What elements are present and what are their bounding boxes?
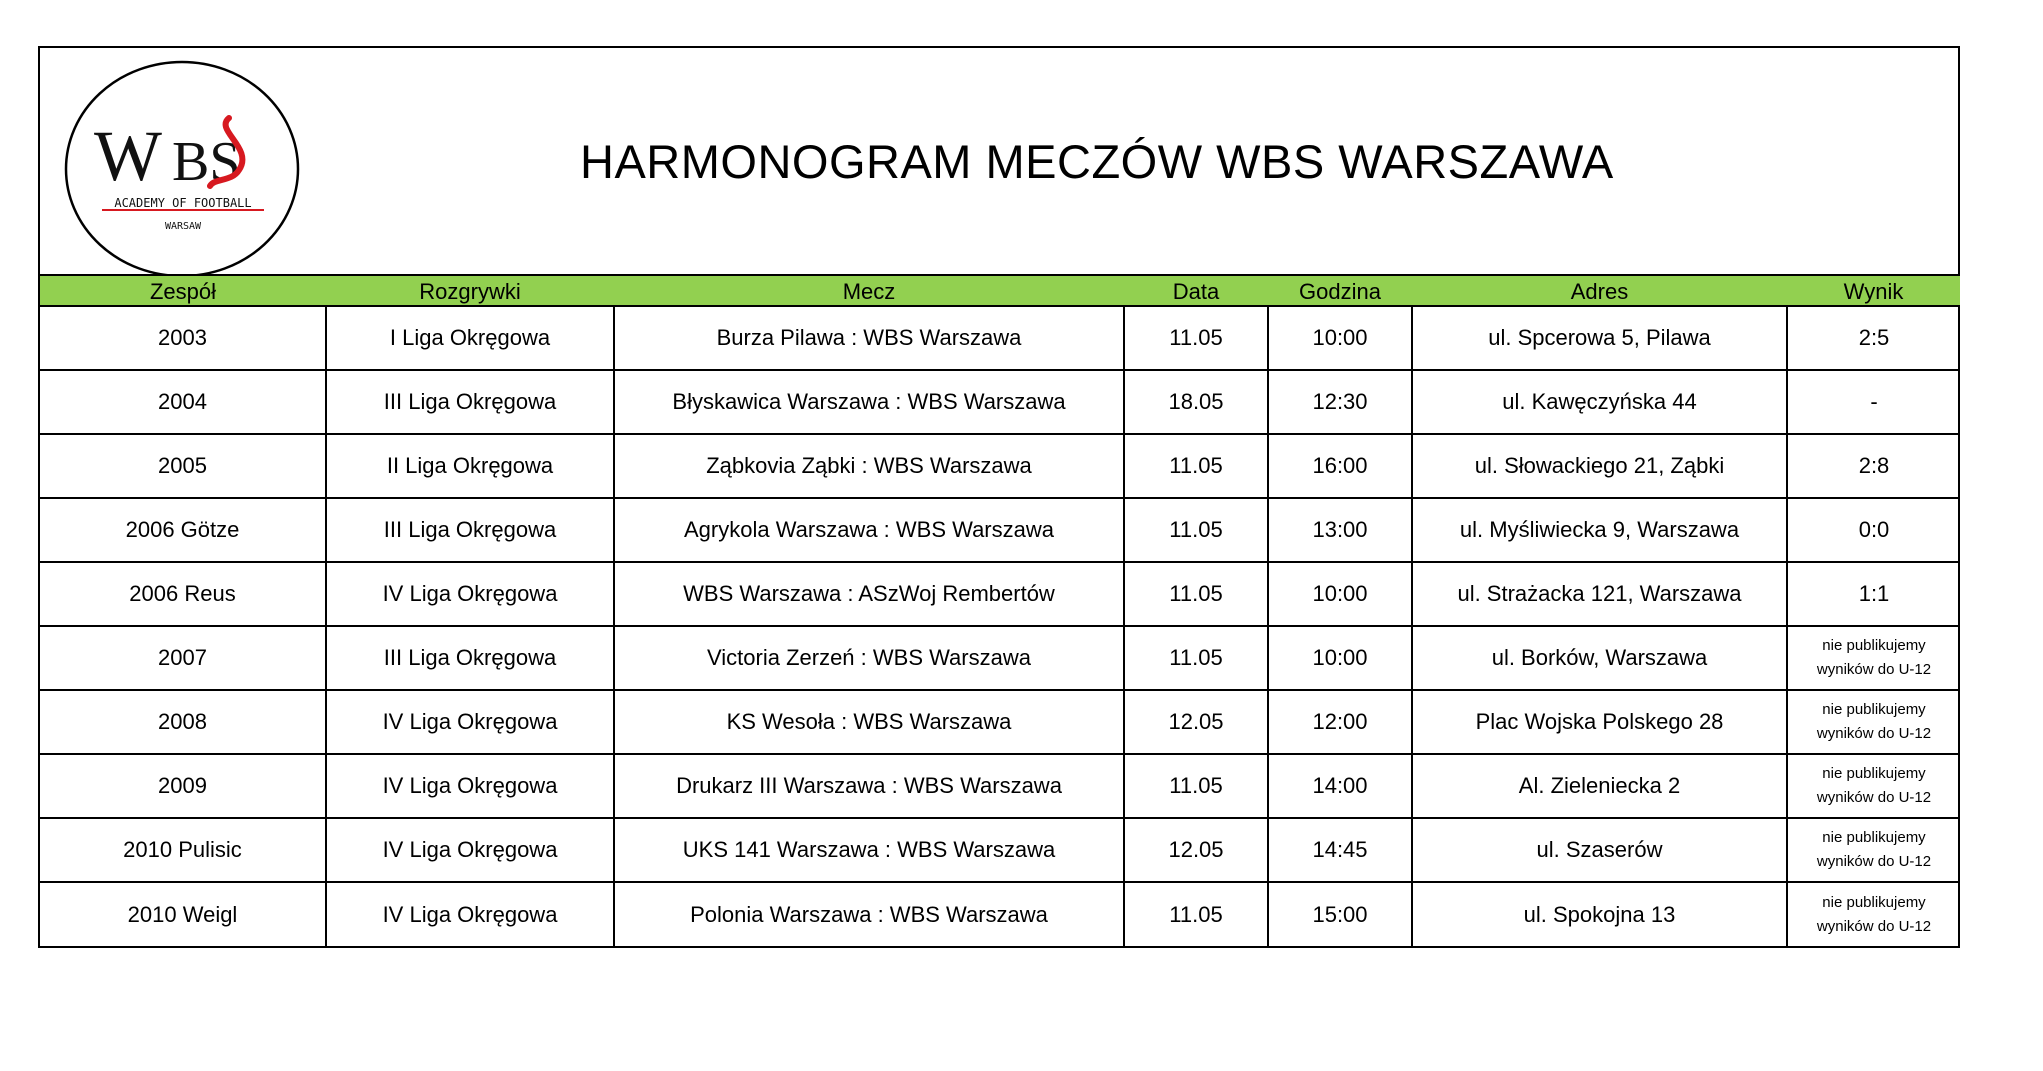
cell-address: ul. Szaserów (1412, 818, 1787, 882)
cell-result: - (1787, 370, 1960, 434)
column-header-match: Mecz (614, 275, 1124, 306)
cell-match: Victoria Zerzeń : WBS Warszawa (614, 626, 1124, 690)
cell-match: Ząbkovia Ząbki : WBS Warszawa (614, 434, 1124, 498)
cell-time: 12:30 (1268, 370, 1412, 434)
table-row (40, 818, 1960, 882)
cell-match: KS Wesoła : WBS Warszawa (614, 690, 1124, 754)
cell-result: nie publikujemy wyników do U-12 (1787, 626, 1960, 690)
cell-time: 14:45 (1268, 818, 1412, 882)
sheet-header (40, 48, 1958, 274)
cell-team: 2004 (40, 370, 326, 434)
cell-result: 2:5 (1787, 306, 1960, 370)
cell-match: Burza Pilawa : WBS Warszawa (614, 306, 1124, 370)
cell-date: 11.05 (1124, 626, 1268, 690)
column-header-result: Wynik (1787, 275, 1960, 306)
cell-date: 12.05 (1124, 818, 1268, 882)
cell-result: nie publikujemy wyników do U-12 (1787, 818, 1960, 882)
cell-match: Polonia Warszawa : WBS Warszawa (614, 882, 1124, 946)
schedule-table (40, 274, 1960, 946)
logo-academy-text: ACADEMY OF FOOTBALL (114, 196, 252, 210)
cell-team: 2010 Weigl (40, 882, 326, 946)
wbs-logo (64, 60, 300, 278)
page-title: HARMONOGRAM MECZÓW WBS WARSZAWA (580, 135, 1614, 188)
logo-bs-letters: BS (172, 131, 241, 193)
table-row (40, 370, 1960, 434)
cell-address: Plac Wojska Polskego 28 (1412, 690, 1787, 754)
table-row (40, 882, 1960, 946)
cell-league: IV Liga Okręgowa (326, 818, 614, 882)
cell-time: 10:00 (1268, 626, 1412, 690)
cell-match: Drukarz III Warszawa : WBS Warszawa (614, 754, 1124, 818)
cell-time: 12:00 (1268, 690, 1412, 754)
cell-league: IV Liga Okręgowa (326, 754, 614, 818)
column-header-time: Godzina (1268, 275, 1412, 306)
column-header-date: Data (1124, 275, 1268, 306)
cell-address: ul. Spokojna 13 (1412, 882, 1787, 946)
cell-team: 2010 Pulisic (40, 818, 326, 882)
cell-address: ul. Kawęczyńska 44 (1412, 370, 1787, 434)
cell-result: nie publikujemy wyników do U-12 (1787, 690, 1960, 754)
cell-result: 1:1 (1787, 562, 1960, 626)
cell-date: 11.05 (1124, 498, 1268, 562)
table-row (40, 690, 1960, 754)
cell-match: WBS Warszawa : ASzWoj Rembertów (614, 562, 1124, 626)
cell-match: Agrykola Warszawa : WBS Warszawa (614, 498, 1124, 562)
table-row (40, 306, 1960, 370)
cell-league: I Liga Okręgowa (326, 306, 614, 370)
cell-team: 2008 (40, 690, 326, 754)
cell-address: ul. Spcerowa 5, Pilawa (1412, 306, 1787, 370)
cell-match: UKS 141 Warszawa : WBS Warszawa (614, 818, 1124, 882)
cell-league: II Liga Okręgowa (326, 434, 614, 498)
cell-league: III Liga Okręgowa (326, 370, 614, 434)
cell-team: 2006 Reus (40, 562, 326, 626)
cell-date: 11.05 (1124, 882, 1268, 946)
column-header-address: Adres (1412, 275, 1787, 306)
cell-league: IV Liga Okręgowa (326, 690, 614, 754)
cell-address: ul. Borków, Warszawa (1412, 626, 1787, 690)
schedule-sheet (38, 46, 1960, 948)
logo-w-letter: W (94, 116, 162, 196)
cell-time: 14:00 (1268, 754, 1412, 818)
table-row (40, 626, 1960, 690)
cell-date: 18.05 (1124, 370, 1268, 434)
cell-time: 15:00 (1268, 882, 1412, 946)
cell-result: nie publikujemy wyników do U-12 (1787, 754, 1960, 818)
cell-league: III Liga Okręgowa (326, 498, 614, 562)
table-row (40, 434, 1960, 498)
table-row (40, 498, 1960, 562)
cell-match: Błyskawica Warszawa : WBS Warszawa (614, 370, 1124, 434)
schedule-body (40, 306, 1960, 946)
cell-date: 11.05 (1124, 434, 1268, 498)
cell-date: 11.05 (1124, 754, 1268, 818)
cell-league: IV Liga Okręgowa (326, 882, 614, 946)
cell-address: ul. Słowackiego 21, Ząbki (1412, 434, 1787, 498)
cell-team: 2003 (40, 306, 326, 370)
cell-team: 2009 (40, 754, 326, 818)
cell-result: nie publikujemy wyników do U-12 (1787, 882, 1960, 946)
cell-league: III Liga Okręgowa (326, 626, 614, 690)
cell-result: 2:8 (1787, 434, 1960, 498)
cell-address: ul. Myśliwiecka 9, Warszawa (1412, 498, 1787, 562)
cell-league: IV Liga Okręgowa (326, 562, 614, 626)
cell-team: 2005 (40, 434, 326, 498)
cell-date: 11.05 (1124, 306, 1268, 370)
cell-date: 12.05 (1124, 690, 1268, 754)
cell-address: ul. Strażacka 121, Warszawa (1412, 562, 1787, 626)
cell-time: 10:00 (1268, 306, 1412, 370)
cell-address: Al. Zieleniecka 2 (1412, 754, 1787, 818)
cell-result: 0:0 (1787, 498, 1960, 562)
cell-team: 2006 Götze (40, 498, 326, 562)
cell-time: 13:00 (1268, 498, 1412, 562)
table-row (40, 562, 1960, 626)
cell-team: 2007 (40, 626, 326, 690)
cell-time: 16:00 (1268, 434, 1412, 498)
logo-warsaw-text: WARSAW (164, 221, 202, 232)
table-header-row (40, 275, 1960, 306)
column-header-team: Zespół (40, 275, 326, 306)
table-row (40, 754, 1960, 818)
cell-time: 10:00 (1268, 562, 1412, 626)
column-header-league: Rozgrywki (326, 275, 614, 306)
cell-date: 11.05 (1124, 562, 1268, 626)
